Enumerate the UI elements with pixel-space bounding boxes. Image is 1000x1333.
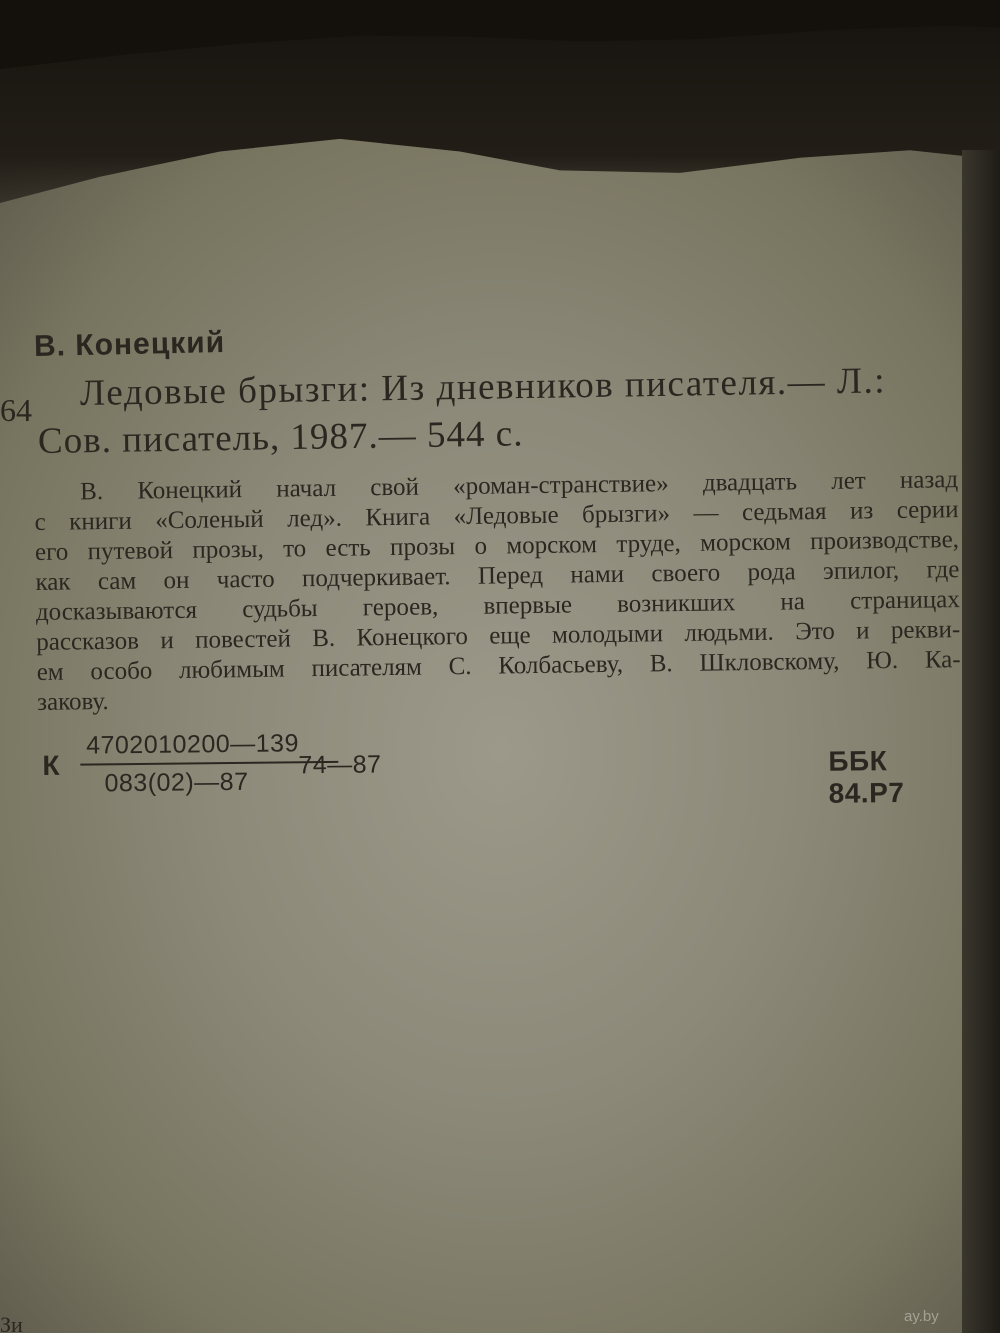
watermark: ay.by xyxy=(904,1308,939,1325)
abstract-line: как сам он часто подчеркивает. Перед нами своего рода эпилог, где xyxy=(35,556,960,596)
next-line-fragment: Зи xyxy=(0,1312,23,1333)
author-name: В. Конецкий xyxy=(33,326,226,363)
abstract-paragraph xyxy=(34,465,967,718)
abstract-line: ем особо любимым писателям С. Колбасьеву, В. Шкловскому, Ю. Ка- xyxy=(36,646,961,686)
bbk-code: ББК 84.Р7 xyxy=(828,745,905,809)
abstract-line: его путевой прозы, то есть прозы о морском труде, морском производстве, xyxy=(34,526,960,566)
index-numerator: 4702010200—139 xyxy=(85,729,300,760)
page-edge xyxy=(962,150,1000,1333)
abstract-line: закову. xyxy=(36,687,109,716)
biblio-publisher-line: Сов. писатель, 1987.— 544 с. xyxy=(37,413,524,462)
abstract-line: рассказов и повестей В. Конецкого еще молодыми людьми. Это и рекви- xyxy=(36,616,961,656)
abstract-line: досказываются судьбы героев, впервые возникших на страницах xyxy=(35,586,960,626)
catalog-index xyxy=(42,722,963,809)
index-denominator: 083(02)—87 xyxy=(104,767,249,798)
index-side-number: 74—87 xyxy=(298,750,382,780)
biblio-title-line: Ледовые брызги: Из дневников писателя.— Л.: xyxy=(79,360,887,414)
index-letter: К xyxy=(42,749,60,781)
abstract-line: В. Конецкий начал свой «роман-странствие» двадцать лет назад xyxy=(80,466,959,506)
abstract-line: с книги «Соленый лед». Книга «Ледовые брызги» — седьмая из серии xyxy=(34,496,959,536)
margin-code: 64 xyxy=(0,392,32,428)
